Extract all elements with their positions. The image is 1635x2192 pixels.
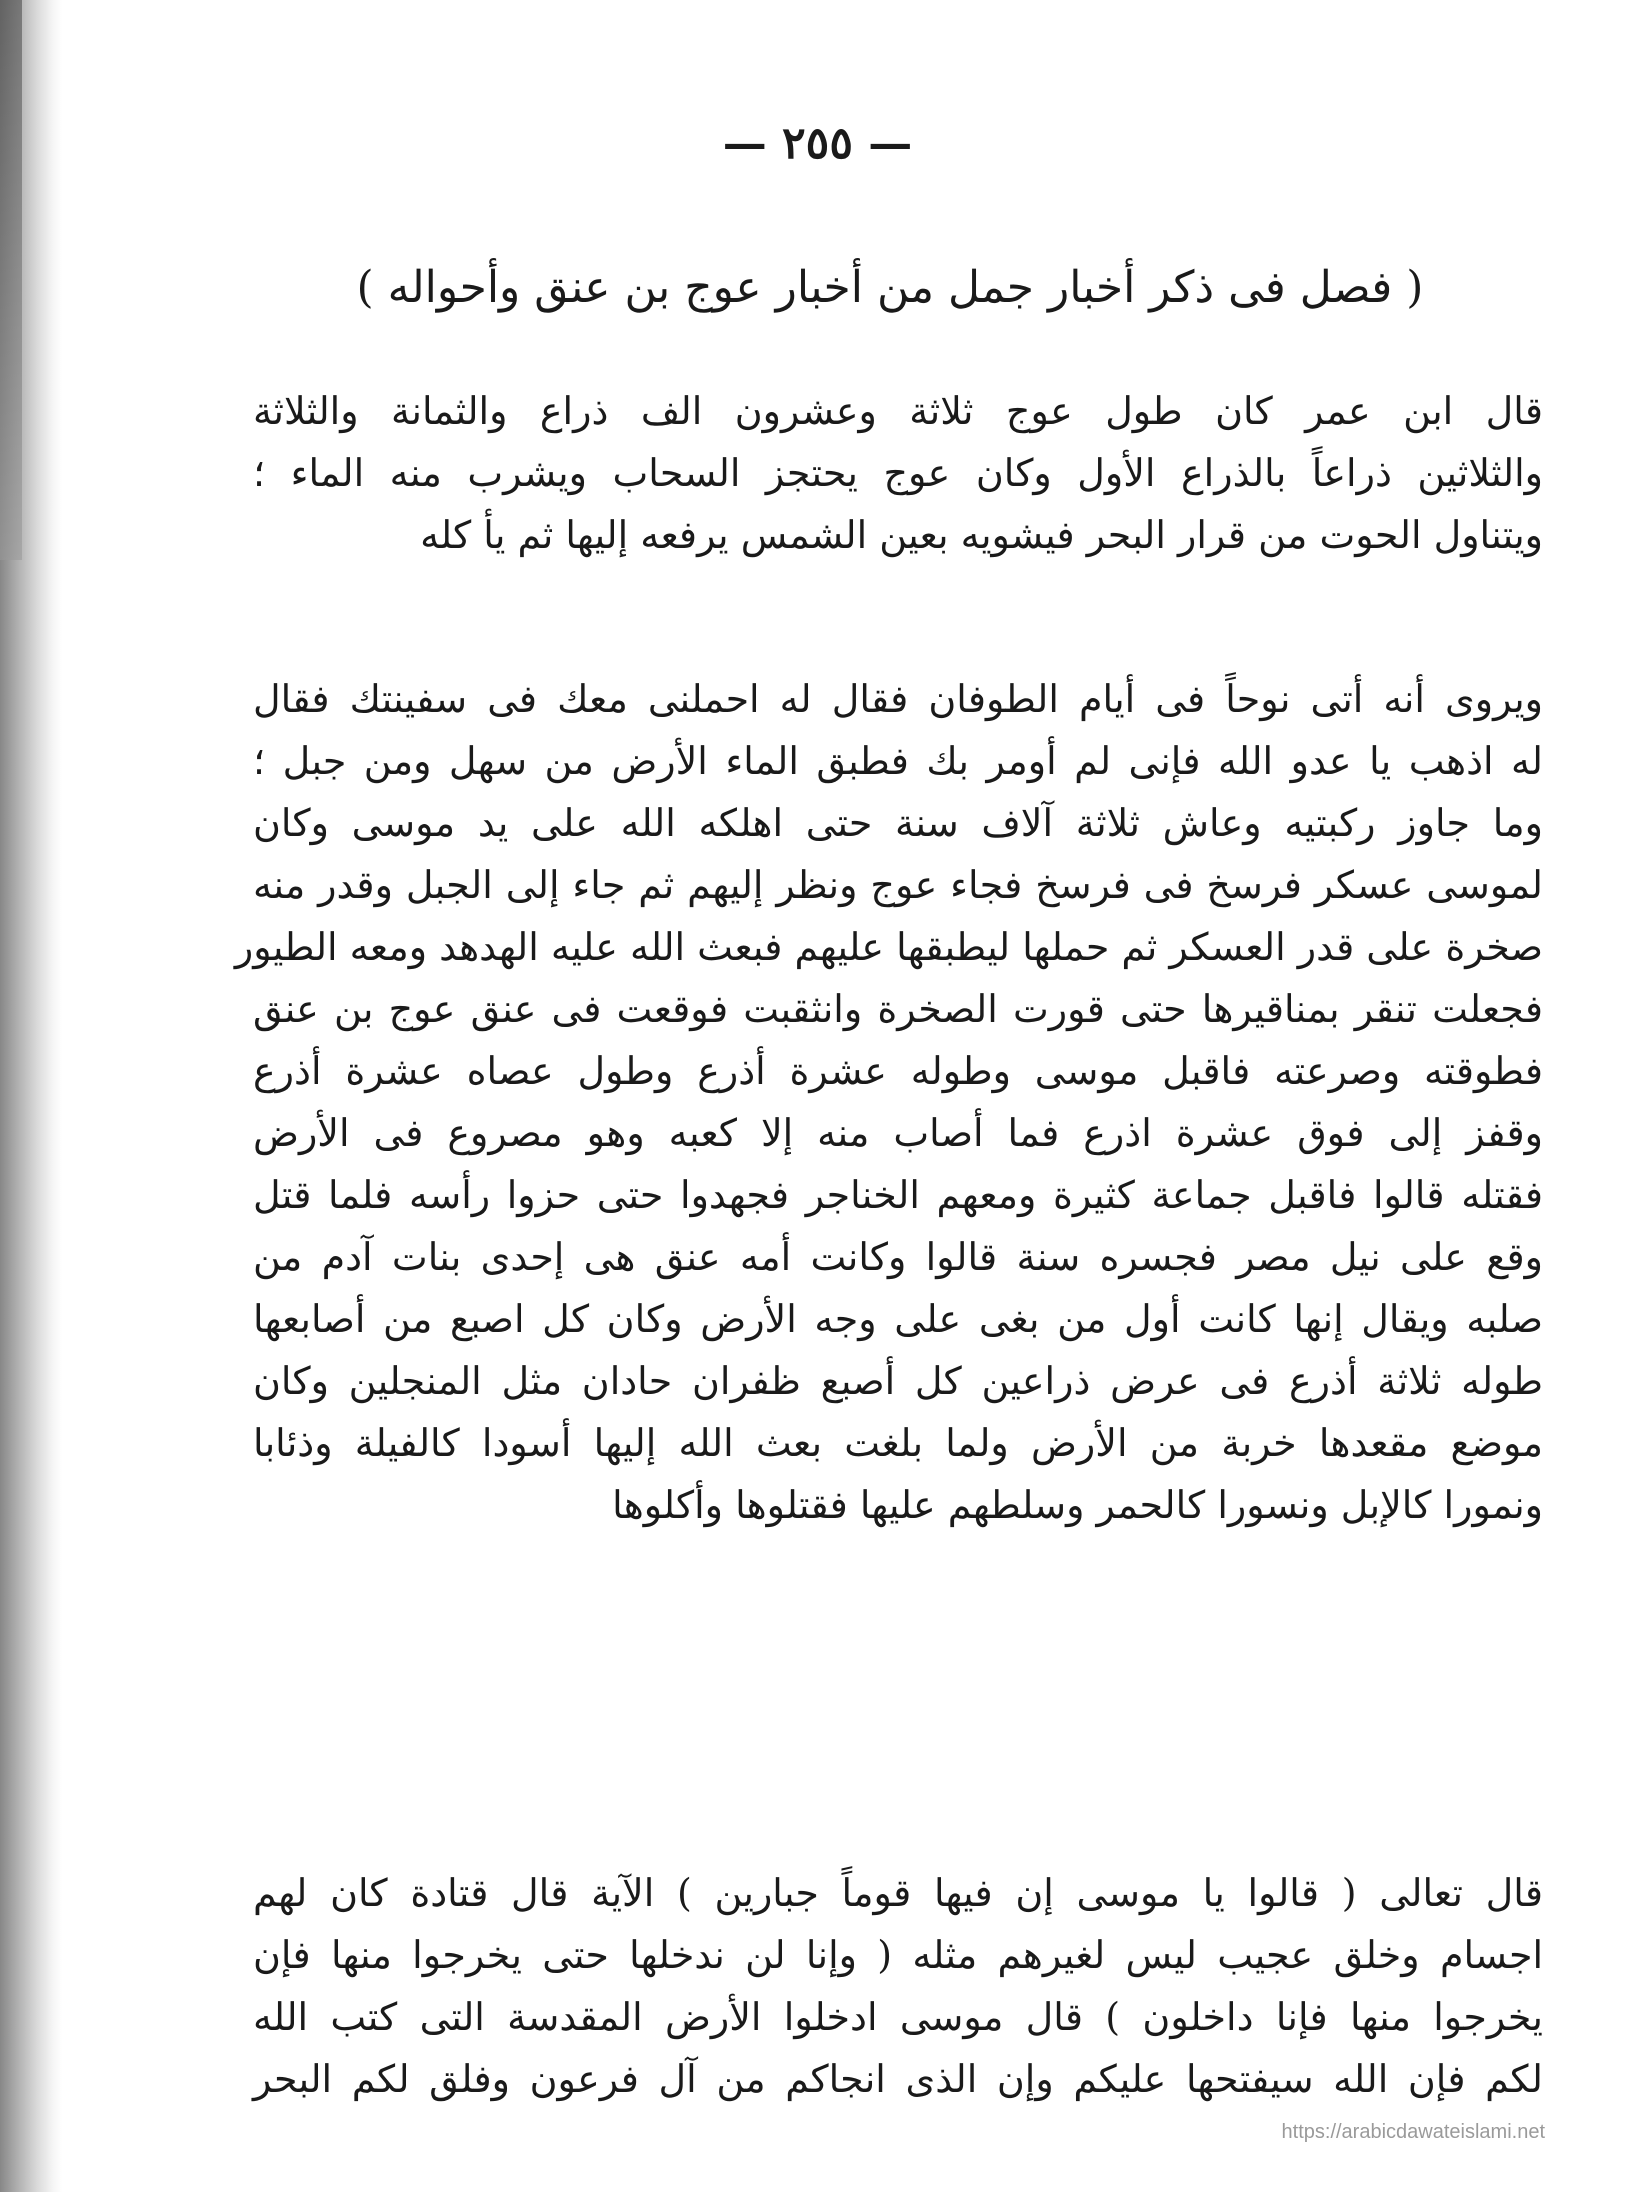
text-line: اجسام وخلق عجيب ليس لغيرهم مثله ( وإنا لن ندخلها حتى يخرجوا منها فإن [253,1933,1543,1977]
text-line: وما جاوز ركبتيه وعاش ثلاثة آلاف سنة حتى اهلكه الله على يد موسى وكان [253,801,1543,845]
paragraph-1 [253,380,1543,566]
text-line: فجعلت تنقر بمناقيرها حتى قورت الصخرة وانثقبت فوقعت فى عنق عوج بن عنق [253,987,1543,1031]
text-line: فطوقته وصرعته فاقبل موسى وطوله عشرة أذرع وطول عصاه عشرة أذرع [253,1049,1543,1093]
text-line: صخرة على قدر العسكر ثم حملها ليطبقها عليهم فبعث الله عليه الهدهد ومعه الطيور [234,925,1543,969]
text-line: يخرجوا منها فإنا داخلون ) قال موسى ادخلوا الأرض المقدسة التى كتب الله [253,1995,1543,2039]
text-line: وقفز إلى فوق عشرة اذرع فما أصاب منه إلا كعبه وهو مصروع فى الأرض [253,1111,1543,1155]
page-number: — ٢٥٥ — [722,118,913,169]
paragraph-3 [253,1862,1543,2110]
text-line: ونمورا كالإبل ونسورا كالحمر وسلطهم عليها فقتلوها وأكلوها [612,1483,1543,1527]
text-line: لكم فإن الله سيفتحها عليكم وإن الذى انجاكم من آل فرعون وفلق لكم البحر [253,2057,1543,2101]
section-heading: ( فصل فى ذكر أخبار جمل من أخبار عوج بن عنق وأحواله ) [356,262,1424,313]
text-line: فقتله قالوا فاقبل جماعة كثيرة ومعهم الخناجر فجهدوا حتى حزوا رأسه فلما قتل [253,1173,1543,1217]
text-line: له اذهب يا عدو الله فإنى لم أومر بك فطبق الماء الأرض من سهل ومن جبل ؛ [253,739,1543,783]
text-line: ويتناول الحوت من قرار البحر فيشويه بعين الشمس يرفعه إليها ثم يأ كله [420,513,1543,557]
text-line: موضع مقعدها خربة من الأرض ولما بلغت بعث الله إليها أسودا كالفيلة وذئابا [253,1421,1543,1465]
scan-binding-shadow [0,0,22,560]
text-line: لموسى عسكر فرسخ فى فرسخ فجاء عوج ونظر إليهم ثم جاء إلى الجبل وقدر منه [253,863,1543,907]
text-line: قال ابن عمر كان طول عوج ثلاثة وعشرون الف ذراع والثمانة والثلاثة [253,389,1543,433]
text-line: قال تعالى ( قالوا يا موسى إن فيها قوماً جبارين ) الآية قال قتادة كان لهم [253,1871,1543,1915]
text-line: والثلاثين ذراعاً بالذراع الأول وكان عوج يحتجز السحاب ويشرب منه الماء ؛ [253,451,1543,495]
text-line: طوله ثلاثة أذرع فى عرض ذراعين كل أصبع ظفران حادان مثل المنجلين وكان [253,1359,1543,1403]
watermark-url: https://arabicdawateislami.net [1281,2121,1545,2143]
text-line: ويروى أنه أتى نوحاً فى أيام الطوفان فقال له احملنى معك فى سفينتك فقال [253,677,1543,721]
text-line: صلبه ويقال إنها كانت أول من بغى على وجه الأرض وكان كل اصبع من أصابعها [253,1297,1543,1341]
paragraph-2 [234,668,1543,1536]
text-line: وقع على نيل مصر فجسره سنة قالوا وكانت أمه عنق هى إحدى بنات آدم من [253,1235,1543,1279]
